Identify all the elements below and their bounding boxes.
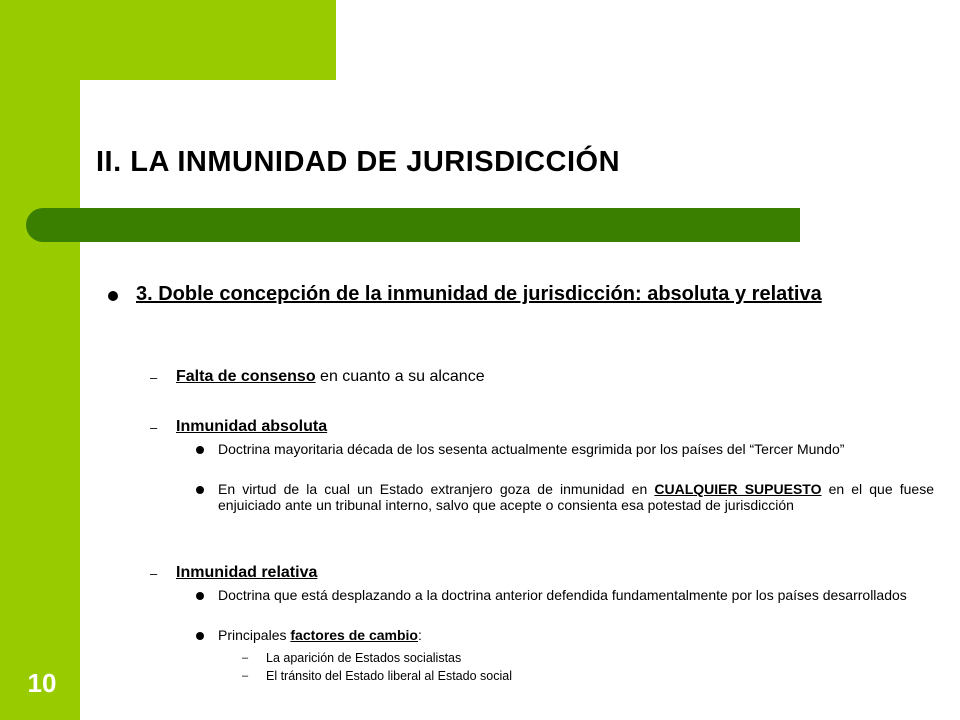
bullet-dot <box>196 486 204 494</box>
slide-number: 10 <box>27 668 57 698</box>
dash-marker: – <box>242 670 249 682</box>
consenso-text: en cuanto a su alcance <box>315 368 485 385</box>
cualquier-supuesto-emphasis: CUALQUIER SUPUESTO <box>654 481 822 497</box>
factor-1: La aparición de Estados socialistas <box>266 651 462 665</box>
dash-marker: – <box>150 370 158 385</box>
slide-title: II. LA INMUNIDAD DE JURISDICCIÓN <box>96 146 621 178</box>
dash-marker: – <box>150 566 158 581</box>
dash-marker: – <box>150 420 158 435</box>
consenso-emphasis: Falta de consenso <box>176 368 316 385</box>
main-heading: 3. Doble concepción de la inmunidad de jurisdicción: absoluta y relativa <box>136 283 822 305</box>
dash-marker: – <box>242 652 249 664</box>
absoluta-label: Inmunidad absoluta <box>176 418 328 435</box>
absoluta-item-2: En virtud de la cual un Estado extranjero goza de inmunidad en CUALQUIER SUPUESTO en el que fuese enjuiciado ante un tribunal interno, salvo que acepte o consienta esa potestad de jurisdicción <box>218 481 934 513</box>
bullet-dot <box>196 632 204 640</box>
factores-emphasis: factores de cambio <box>290 627 418 643</box>
relativa-label: Inmunidad relativa <box>176 564 318 581</box>
consenso-item <box>176 368 485 386</box>
relativa-item-2: Principales factores de cambio: <box>218 627 422 643</box>
factor-2: El tránsito del Estado liberal al Estado social <box>266 669 512 683</box>
bullet-dot <box>196 446 204 454</box>
bullet-dot <box>196 592 204 600</box>
absoluta-item-1: Doctrina mayoritaria década de los sesenta actualmente esgrimida por los países del “Tercer Mundo” <box>218 441 845 457</box>
relativa-item-1: Doctrina que está desplazando a la doctrina anterior defendida fundamentalmente por los países desarrollados <box>218 587 907 603</box>
bullet-dot <box>108 291 118 301</box>
